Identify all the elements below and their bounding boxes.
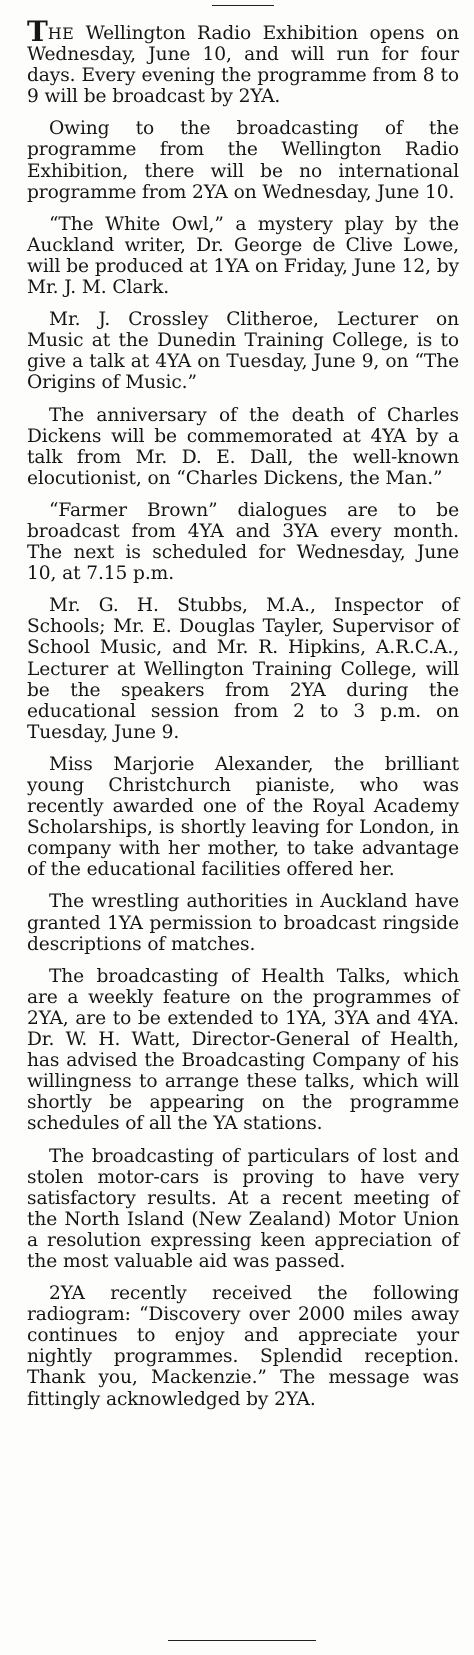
paragraph-dickens: The anniversary of the death of Charles Dickens will be commemorated at 4YA by a talk from Mr. D. E. Dall, the well-known elocutionist, on “Charles Dickens, the Man.” xyxy=(27,404,459,489)
paragraph-health-talks: The broadcasting of Health Talks, which are a weekly feature on the programmes of 2YA, are to be extended to 1YA, 3YA and 4YA. Dr. W. H. Watt, Director-General of Health, has advised the Broadcasting Company of his willingness to arrange these talks, which will shortly be appearing on the programme schedules of all the YA stations. xyxy=(27,965,459,1135)
bottom-rule xyxy=(168,1640,316,1641)
paragraph-white-owl: “The White Owl,” a mystery play by the Auckland writer, Dr. George de Clive Lowe, will be produced at 1YA on Friday, June 12, by Mr. J. M. Clark. xyxy=(27,213,459,299)
paragraph-text: Wellington Radio Exhibition opens on Wednesday, June 10, and will run for four days. Every evening the programme from 8 to 9 will be broadcast by 2YA. xyxy=(27,23,459,108)
paragraph-international-programme: Owing to the broadcasting of the programme from the Wellington Radio Exhibition, there will be no international programme from 2YA on Wednesday, June 10. xyxy=(27,118,459,203)
drop-cap: T xyxy=(27,15,48,48)
paragraph-radiogram: 2YA recently received the following radiogram: “Discovery over 2000 miles away continues to enjoy and appreciate your nightly programmes. Splendid reception. Thank you, Mackenzie.” The message was fittingly acknowledged by 2YA. xyxy=(27,1283,459,1410)
lead-caps: HE xyxy=(47,24,75,43)
paragraph-educational-session: Mr. G. H. Stubbs, M.A., Inspector of Schools; Mr. E. Douglas Tayler, Supervisor of School Music, and Mr. R. Hipkins, A.R.C.A., Lecturer at Wellington Training College, will be the speakers from 2YA during the educational session from 2 to 3 p.m. on Tuesday, June 9. xyxy=(27,595,459,743)
paragraph-clitheroe-talk: Mr. J. Crossley Clitheroe, Lecturer on Music at the Dunedin Training College, is to give a talk at 4YA on Tuesday, June 9, on “The Origins of Music.” xyxy=(27,309,459,394)
article-column xyxy=(27,15,459,1421)
paragraph-farmer-brown: “Farmer Brown” dialogues are to be broadcast from 4YA and 3YA every month. The next is scheduled for Wednesday, June 10, at 7.15 p.m. xyxy=(27,499,459,585)
paragraph-motor-cars: The broadcasting of particulars of lost and stolen motor-cars is proving to have very satisfactory results. At a recent meeting of the North Island (New Zealand) Motor Union a resolution expressing keen appreciation of the most valuable aid was passed. xyxy=(27,1145,459,1272)
paragraph-wrestling: The wrestling authorities in Auckland have granted 1YA permission to broadcast ringside descriptions of matches. xyxy=(27,891,459,955)
paragraph-exhibition xyxy=(27,15,459,108)
paragraph-marjorie-alexander: Miss Marjorie Alexander, the brilliant young Christchurch pianiste, who was recently awarded one of the Royal Academy Scholarships, is shortly leaving for London, in company with her mother, to take advantage of the educational facilities offered her. xyxy=(27,753,459,881)
top-rule xyxy=(212,5,274,6)
